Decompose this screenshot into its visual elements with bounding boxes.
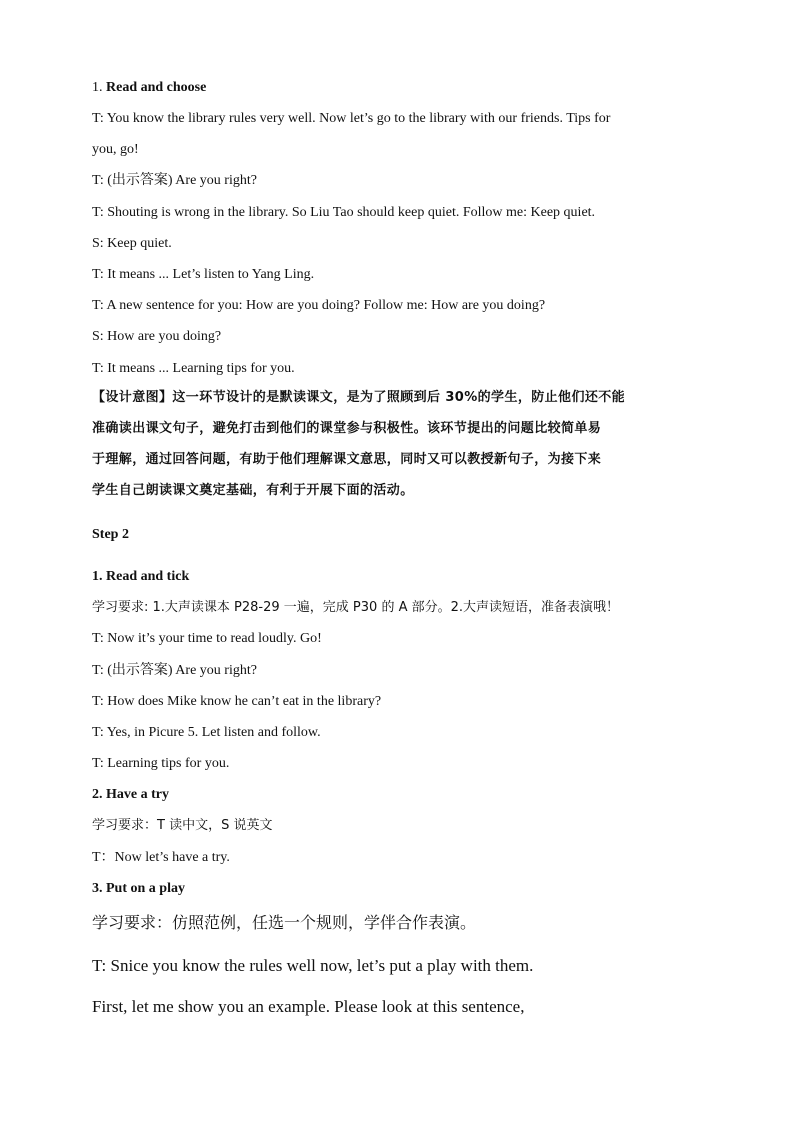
step-heading: Step 2 — [92, 527, 129, 542]
design-intent-line: 于理解，通过回答问题，有助于他们理解课文意思，同时又可以教授新句子，为接下来 — [92, 452, 602, 467]
dialogue-line: S: How are you doing? — [92, 329, 222, 344]
dialogue-line: T: (出示答案) Are you right? — [92, 663, 257, 678]
subsection-heading-read-and-tick: 1. Read and tick — [92, 569, 190, 584]
design-intent-line: 学生自己朗读课文奠定基础，有利于开展下面的活动。 — [92, 483, 414, 498]
dialogue-line: T: Yes, in Picure 5. Let listen and follow. — [92, 725, 321, 740]
dialogue-line: T: Shouting is wrong in the library. So Liu Tao should keep quiet. Follow me: Keep quiet. — [92, 205, 596, 220]
dialogue-line: First, let me show you an example. Please look at this sentence, — [92, 997, 525, 1016]
learning-requirement: 学习要求：T 读中文，S 说英文 — [92, 818, 273, 833]
subsection-heading-have-a-try: 2. Have a try — [92, 787, 169, 802]
subsection-heading-put-on-a-play: 3. Put on a play — [92, 881, 185, 896]
dialogue-line: T: Snice you know the rules well now, let’s put a play with them. — [92, 956, 534, 975]
design-intent-line: 【设计意图】这一环节设计的是默读课文，是为了照顾到后 30%的学生，防止他们还不能 — [92, 390, 626, 405]
dialogue-line: T: Learning tips for you. — [92, 756, 230, 771]
dialogue-line: you, go! — [92, 142, 139, 157]
section-heading-read-and-choose — [92, 79, 206, 97]
section-number: 1. — [92, 80, 103, 95]
dialogue-line: T: It means ... Let’s listen to Yang Ling. — [92, 267, 315, 282]
dialogue-line: T: It means ... Learning tips for you. — [92, 361, 295, 376]
dialogue-line: T: Now it’s your time to read loudly. Go! — [92, 631, 322, 646]
dialogue-line: T: How does Mike know he can’t eat in the library? — [92, 694, 382, 709]
section-title: Read and choose — [106, 80, 207, 95]
dialogue-line: S: Keep quiet. — [92, 236, 172, 251]
learning-requirement: 学习要求: 1.大声读课本 P28-29 一遍，完成 P30 的 A 部分。2.大声读短语，准备表演哦！ — [92, 600, 620, 615]
dialogue-line: T：Now let’s have a try. — [92, 850, 230, 865]
design-intent-line: 准确读出课文句子，避免打击到他们的课堂参与积极性。该环节提出的问题比较简单易 — [92, 421, 602, 436]
dialogue-line: T: (出示答案) Are you right? — [92, 173, 257, 188]
dialogue-line: T: You know the library rules very well. Now let’s go to the library with our friends. Tips for — [92, 111, 611, 126]
learning-requirement: 学习要求：仿照范例，任选一个规则，学伴合作表演。 — [92, 913, 477, 932]
dialogue-line: T: A new sentence for you: How are you doing? Follow me: How are you doing? — [92, 298, 546, 313]
design-intent-paragraph — [92, 382, 712, 506]
